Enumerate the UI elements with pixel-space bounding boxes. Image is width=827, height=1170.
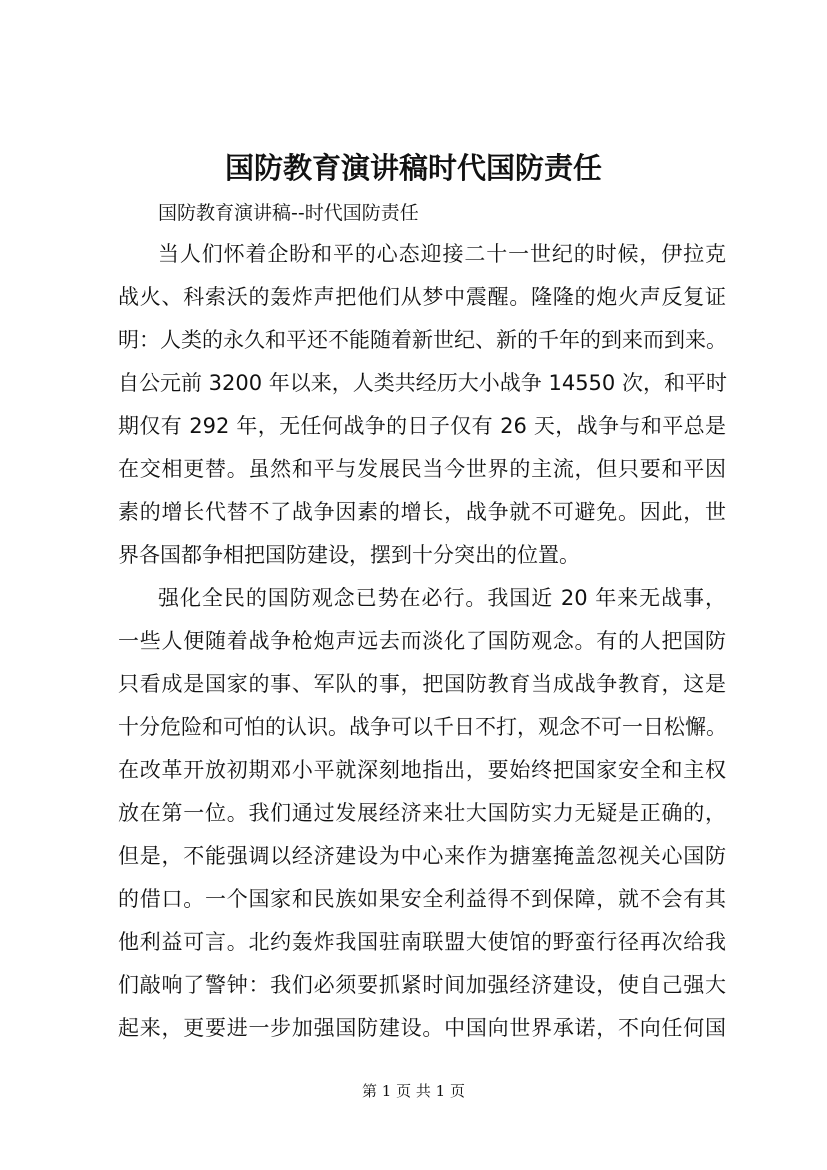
- body-line: 们敲响了警钟：我们必须要抓紧时间加强经济建设，使自己强大: [118, 973, 726, 997]
- body-line: 在改革开放初期邓小平就深刻地指出，要始终把国家安全和主权: [118, 758, 726, 782]
- body-line: 期仅有 292 年，无任何战争的日子仅有 26 天，战争与和平总是: [118, 414, 726, 438]
- body-line: 战火、科索沃的轰炸声把他们从梦中震醒。隆隆的炮火声反复证: [118, 285, 726, 309]
- body-line: 自公元前 3200 年以来，人类共经历大小战争 14550 次，和平时: [118, 371, 727, 395]
- body-line: 素的增长代替不了战争因素的增长，战争就不可避免。因此，世: [118, 500, 726, 524]
- body-line: 十分危险和可怕的认识。战争可以千日不打，观念不可一日松懈。: [118, 715, 727, 739]
- document-title: 国防教育演讲稿时代国防责任: [224, 151, 602, 185]
- document-subtitle: 国防教育演讲稿--时代国防责任: [158, 202, 419, 224]
- body-line: 一些人便随着战争枪炮声远去而淡化了国防观念。有的人把国防: [118, 629, 726, 653]
- body-line: 但是，不能强调以经济建设为中心来作为搪塞掩盖忽视关心国防: [118, 844, 726, 868]
- page-footer: 第 1 页 共 1 页: [362, 1082, 465, 1100]
- body-line: 他利益可言。北约轰炸我国驻南联盟大使馆的野蛮行径再次给我: [118, 930, 726, 954]
- body-line: 的借口。一个国家和民族如果安全利益得不到保障，就不会有其: [118, 887, 726, 911]
- body-line: 起来，更要进一步加强国防建设。中国向世界承诺，不向任何国: [118, 1016, 726, 1040]
- body-line: 在交相更替。虽然和平与发展民当今世界的主流，但只要和平因: [118, 457, 726, 481]
- body-line: 明：人类的永久和平还不能随着新世纪、新的千年的到来而到来。: [118, 328, 727, 352]
- body-line: 放在第一位。我们通过发展经济来壮大国防实力无疑是正确的，: [118, 801, 726, 825]
- body-line: 当人们怀着企盼和平的心态迎接二十一世纪的时候，伊拉克: [158, 242, 726, 266]
- body-line: 只看成是国家的事、军队的事，把国防教育当成战争教育，这是: [118, 672, 726, 696]
- body-line: 界各国都争相把国防建设，摆到十分突出的位置。: [118, 543, 580, 567]
- body-line: 强化全民的国防观念已势在必行。我国近 20 年来无战事，: [158, 586, 726, 610]
